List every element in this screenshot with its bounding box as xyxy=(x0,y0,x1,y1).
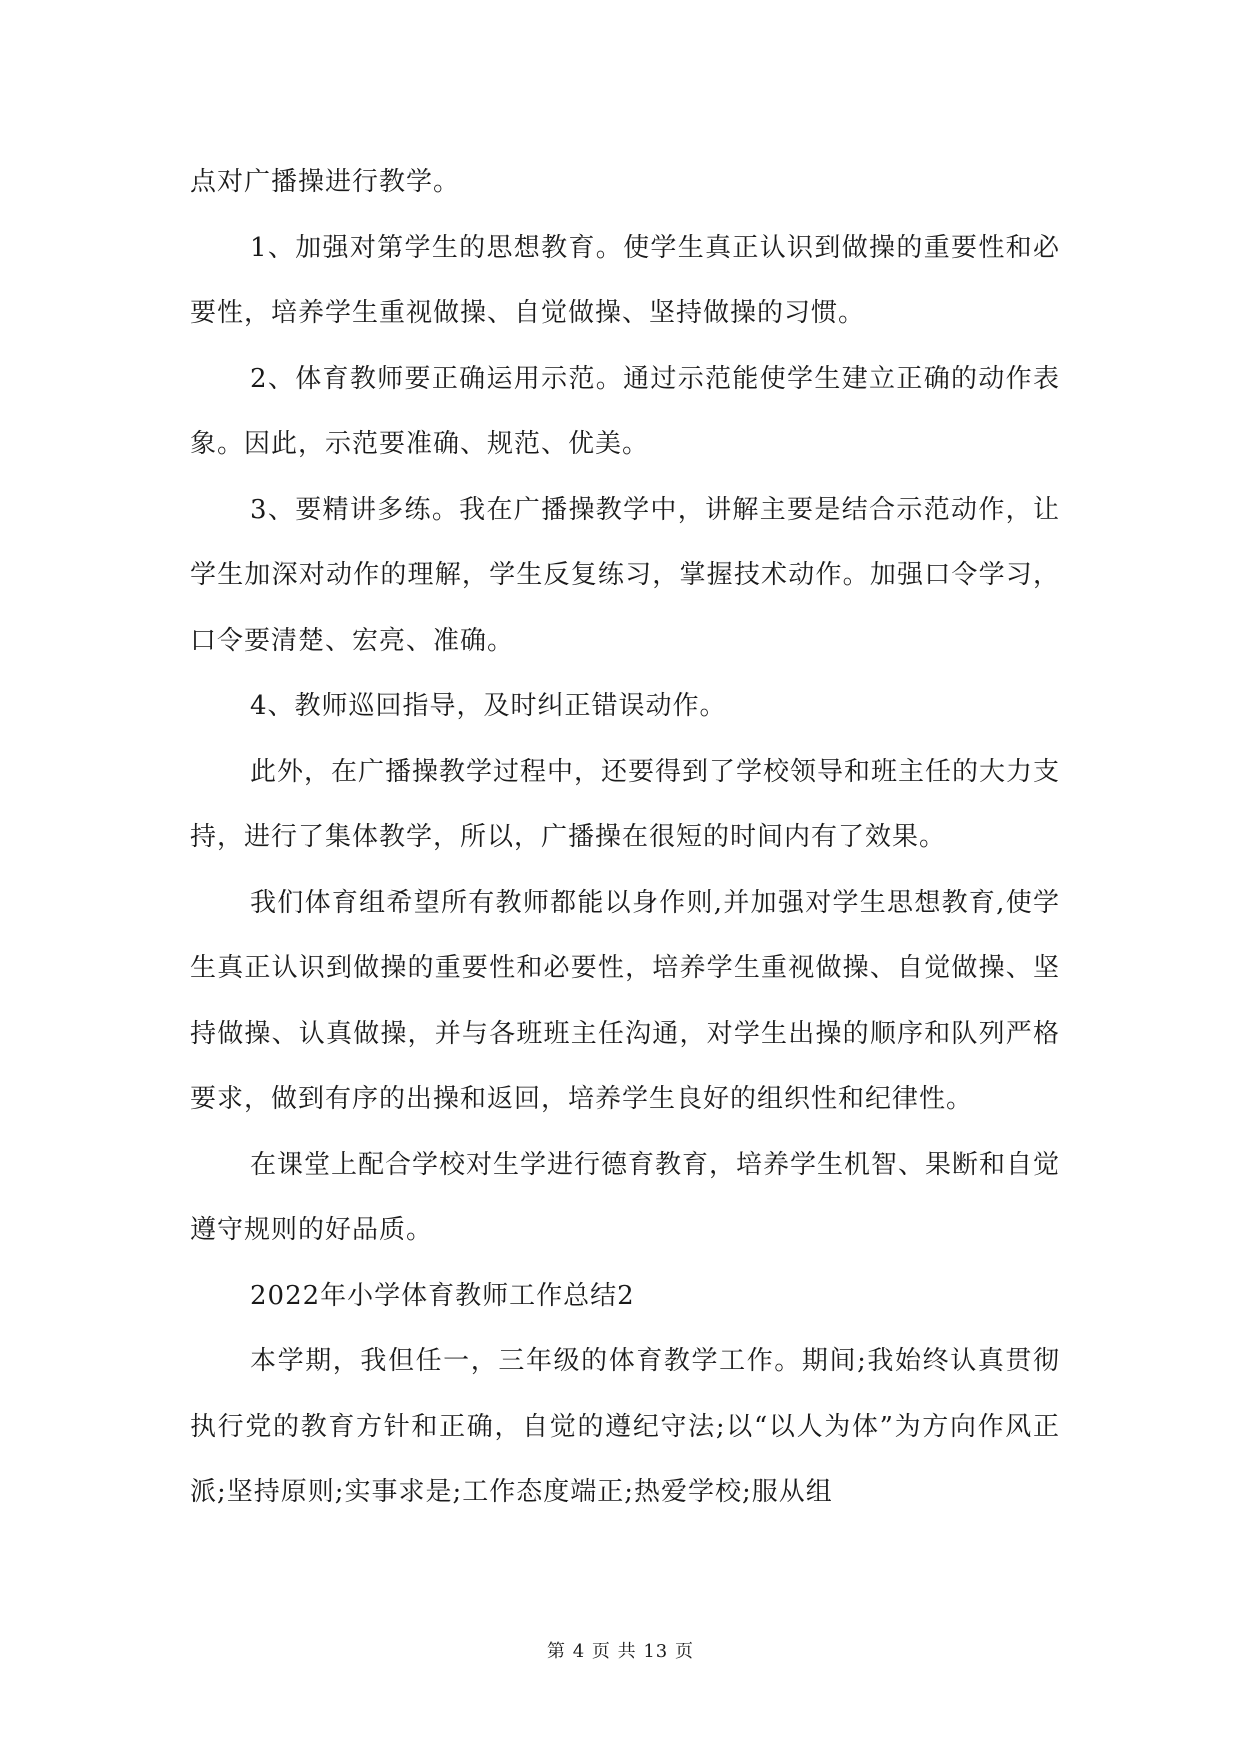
paragraph-semester: 本学期，我但任一，三年级的体育教学工作。期间;我始终认真贯彻执行党的教育方针和正确，自觉的遵纪守法;以“以人为体”为方向作风正派;坚持原则;实事求是;工作态度端正;热爱学校;服从组 xyxy=(190,1346,1060,1507)
paragraph-group-hope: 我们体育组希望所有教师都能以身作则,并加强对学生思想教育,使学生真正认识到做操的重要性和必要性，培养学生重视做操、自觉做操、坚持做操、认真做操，并与各班班主任沟通，对学生出操的顺序和队列严格要求，做到有序的出操和返回，培养学生良好的组织性和纪律性。 xyxy=(190,887,1060,1114)
paragraph-moral-education: 在课堂上配合学校对生学进行德育教育，培养学生机智、果断和自觉遵守规则的好品质。 xyxy=(190,1149,1061,1245)
paragraph-item-1: 1、加强对第学生的思想教育。使学生真正认识到做操的重要性和必要性，培养学生重视做操、自觉做操、坚持做操的习惯。 xyxy=(190,232,1060,328)
paragraph-continuation: 点对广播操进行教学。 xyxy=(190,167,461,197)
paragraph-additional: 此外，在广播操教学过程中，还要得到了学校领导和班主任的大力支持，进行了集体教学，所以，广播操在很短的时间内有了效果。 xyxy=(190,756,1061,852)
document-body xyxy=(190,150,1060,1526)
section-heading: 2022年小学体育教师工作总结2 xyxy=(250,1280,635,1311)
paragraph-item-2: 2、体育教师要正确运用示范。通过示范能使学生建立正确的动作表象。因此，示范要准确、规范、优美。 xyxy=(190,363,1060,459)
paragraph-item-3: 3、要精讲多练。我在广播操教学中，讲解主要是结合示范动作，让学生加深对动作的理解，学生反复练习，掌握技术动作。加强口令学习，口令要清楚、宏亮、准确。 xyxy=(190,494,1060,656)
page-number-footer: 第 4 页 共 13 页 xyxy=(547,1641,694,1662)
paragraph-item-4: 4、教师巡回指导，及时纠正错误动作。 xyxy=(250,691,727,721)
